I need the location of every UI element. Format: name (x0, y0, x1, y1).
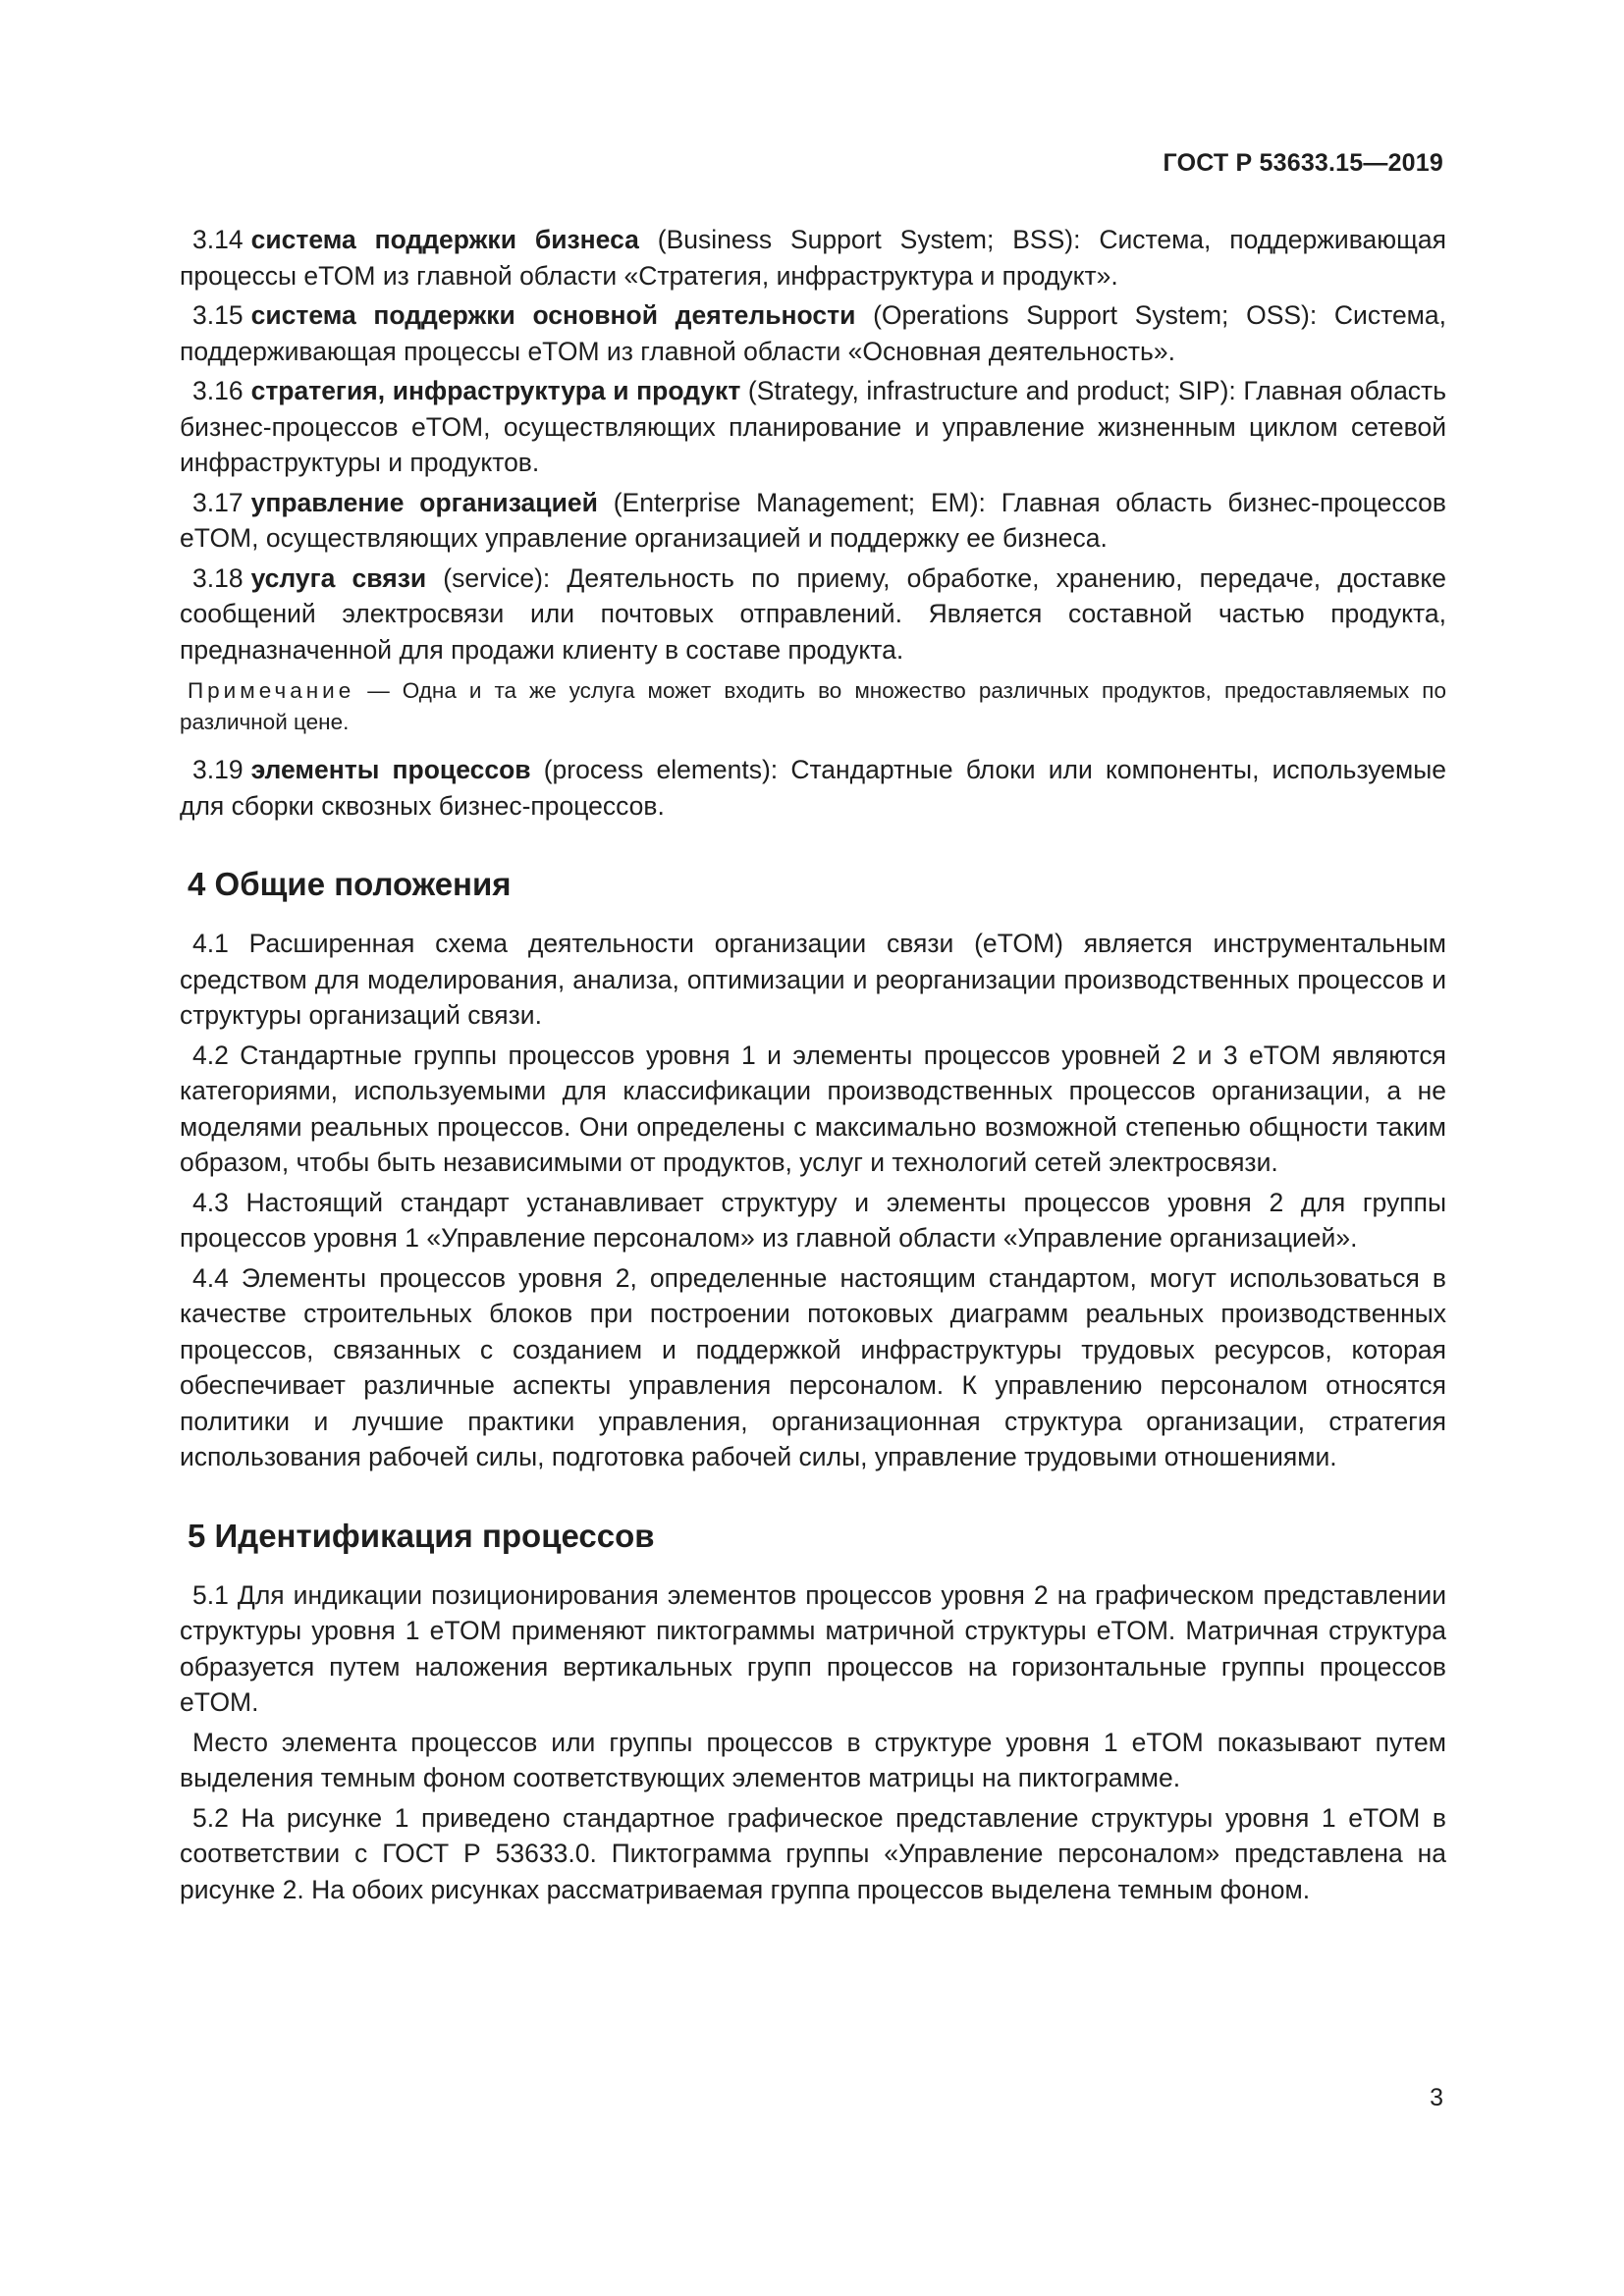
page-number: 3 (1430, 2084, 1443, 2111)
note-text: — Одна и та же услуга может входить во множество различных продуктов, предоставляемых по различной цене. (180, 678, 1446, 734)
definition-3-16 (180, 373, 1446, 481)
term: услуга связи (250, 562, 427, 593)
definition-3-15 (180, 297, 1446, 369)
section-5-heading: 5 Идентификация процессов (188, 1517, 655, 1554)
definition-text: (Operations Support System; OSS): Система, поддерживающая процессы eTOM из главной области «Основная деятельность». (180, 300, 1446, 366)
clause-number: 3.14 (192, 225, 244, 254)
definition-3-19 (180, 752, 1446, 824)
document-header: ГОСТ Р 53633.15—2019 (1163, 149, 1443, 177)
term: система поддержки бизнеса (250, 225, 639, 254)
clause-number: 3.17 (192, 487, 244, 517)
paragraph-5-1-continued: Место элемента процессов или группы процессов в структуре уровня 1 eTOM показывают путем выделения темным фоном соответствующих элементов матрицы на пиктограмме. (180, 1727, 1446, 1792)
clause-number: 3.18 (192, 562, 244, 593)
term: система поддержки основной деятельности (250, 300, 856, 330)
clause-number: 3.19 (192, 755, 244, 784)
paragraph-4-3: 4.3 Настоящий стандарт устанавливает структуру и элементы процессов уровня 2 для группы процессов уровня 1 «Управление персоналом» из главной области «Управление организацией». (180, 1187, 1446, 1253)
definition-text: (process elements): Стандартные блоки или компоненты, используемые для сборки сквозных бизнес-процессов. (180, 755, 1446, 821)
term: элементы процессов (250, 755, 531, 784)
paragraph-4-1: 4.1 Расширенная схема деятельности организации связи (eTOM) является инструментальным средством для моделирования, анализа, оптимизации и реорганизации производственных процессов и структуры организаций связи. (180, 929, 1446, 1030)
paragraph-4-4: 4.4 Элементы процессов уровня 2, определенные настоящим стандартом, могут использоваться в качестве строительных блоков при построении потоковых диаграмм реальных производственных процессов, связанных с созданием и поддержкой инфраструктуры трудовых ресурсов, которая обеспечивает различные аспекты управления персоналом. К управлению персоналом относятся политики и лучшие практики управления, организационная структура организации, стратегия использования рабочей силы, подготовка рабочей силы, управление трудовыми отношениями. (180, 1262, 1446, 1471)
note (180, 675, 1446, 738)
clause-number: 3.16 (192, 376, 244, 405)
definition-3-17 (180, 485, 1446, 557)
term: стратегия, инфраструктура и продукт (250, 376, 741, 405)
definition-text: (Business Support System; BSS): Система, поддерживающая процессы eTOM из главной области «Стратегия, инфраструктура и продукт». (180, 225, 1446, 291)
paragraph-4-2: 4.2 Стандартные группы процессов уровня 1 и элементы процессов уровней 2 и 3 eTOM являются категориями, используемыми для классификации производственных процессов организации, а не моделями реальных процессов. Они определены с максимально возможной степенью общности таким образом, чтобы быть независимыми от продуктов, услуг и технологий сетей электросвязи. (180, 1040, 1446, 1177)
document-body (180, 222, 1446, 1911)
clause-number: 3.15 (192, 300, 244, 330)
section-4-heading: 4 Общие положения (188, 866, 512, 902)
definition-text: (Strategy, infrastructure and product; SIP): Главная область бизнес-процессов eTOM, осуществляющих планирование и управление жизненным циклом сетевой инфраструктуры и продуктов. (180, 376, 1446, 477)
definition-text: (Enterprise Management; EM): Главная область бизнес-процессов eTOM, осуществляющих управление организацией и поддержку ее бизнеса. (180, 487, 1446, 553)
term: управление организацией (250, 487, 598, 517)
definition-3-18 (180, 561, 1446, 668)
definition-3-14 (180, 222, 1446, 294)
paragraph-5-1: 5.1 Для индикации позиционирования элементов процессов уровня 2 на графическом представлении структуры уровня 1 eTOM применяют пиктограммы матричной структуры eTOM. Матричная структура образуется путем наложения вертикальных групп процессов на горизонтальные группы процессов eTOM. (180, 1579, 1446, 1717)
note-label: Примечание (188, 678, 355, 703)
paragraph-5-2: 5.2 На рисунке 1 приведено стандартное графическое представление структуры уровня 1 eTOM в соответствии с ГОСТ Р 53633.0. Пиктограмма группы «Управление персоналом» представлена на рисунке 2. На обоих рисунках рассматриваемая группа процессов выделена темным фоном. (180, 1802, 1446, 1904)
definition-text: (service): Деятельность по приему, обработке, хранению, передаче, доставке сообщений электросвязи или почтовых отправлений. Является составной частью продукта, предназначенной для продажи клиенту в составе продукта. (180, 562, 1446, 665)
